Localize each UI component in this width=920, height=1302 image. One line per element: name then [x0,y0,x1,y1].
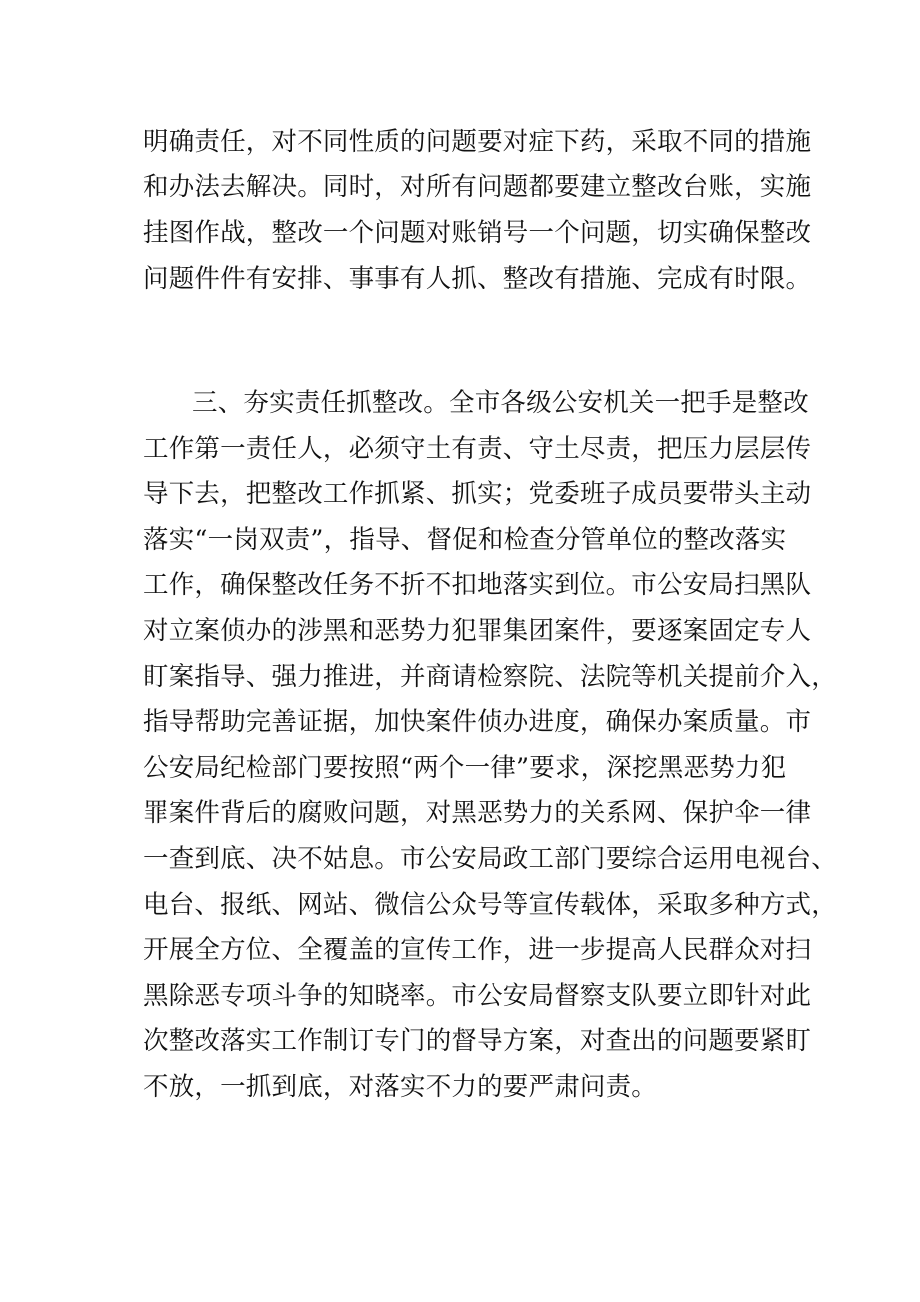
text-line: 指导帮助完善证据，加快案件侦办进度，确保办案质量。市 [143,707,812,737]
text-line: 落实“一岗双责”，指导、督促和检查分管单位的整改落实 [143,525,787,555]
text-line: 黑除恶专项斗争的知晓率。市公安局督察支队要立即针对此 [143,981,812,1011]
text-line: 电台、报纸、网站、微信公众号等宣传载体，采取多种方式， [143,890,837,920]
text-line: 明确责任，对不同性质的问题要对症下药，采取不同的措施 [143,127,812,157]
text-line: 和办法去解决。同时，对所有问题都要建立整改台账，实施 [143,172,812,202]
text-line: 工作第一责任人，必须守土有责、守土尽责，把压力层层传 [143,434,812,464]
text-line: 三、夯实责任抓整改。全市各级公安机关一把手是整改 [192,388,809,418]
text-line: 罪案件背后的腐败问题，对黑恶势力的关系网、保护伞一律 [143,798,812,828]
text-line: 对立案侦办的涉黑和恶势力犯罪集团案件，要逐案固定专人 [143,616,812,646]
text-line: 挂图作战，整改一个问题对账销号一个问题，切实确保整改 [143,218,812,248]
text-line: 一查到底、决不姑息。市公安局政工部门要综合运用电视台、 [143,844,837,874]
text-line: 开展全方位、全覆盖的宣传工作，进一步提高人民群众对扫 [143,935,812,965]
text-line: 不放，一抓到底，对落实不力的要严肃问责。 [143,1072,658,1102]
text-line: 盯案指导、强力推进，并商请检察院、法院等机关提前介入， [143,662,837,692]
text-line: 工作，确保整改任务不折不扣地落实到位。市公安局扫黑队 [143,570,812,600]
text-line: 公安局纪检部门要按照“两个一律”要求，深挖黑恶势力犯 [143,753,787,783]
text-line: 问题件件有安排、事事有人抓、整改有措施、完成有时限。 [143,264,812,294]
text-line: 次整改落实工作制订专门的督导方案，对查出的问题要紧盯 [143,1026,812,1056]
text-line: 导下去，把整改工作抓紧、抓实；党委班子成员要带头主动 [143,479,812,509]
